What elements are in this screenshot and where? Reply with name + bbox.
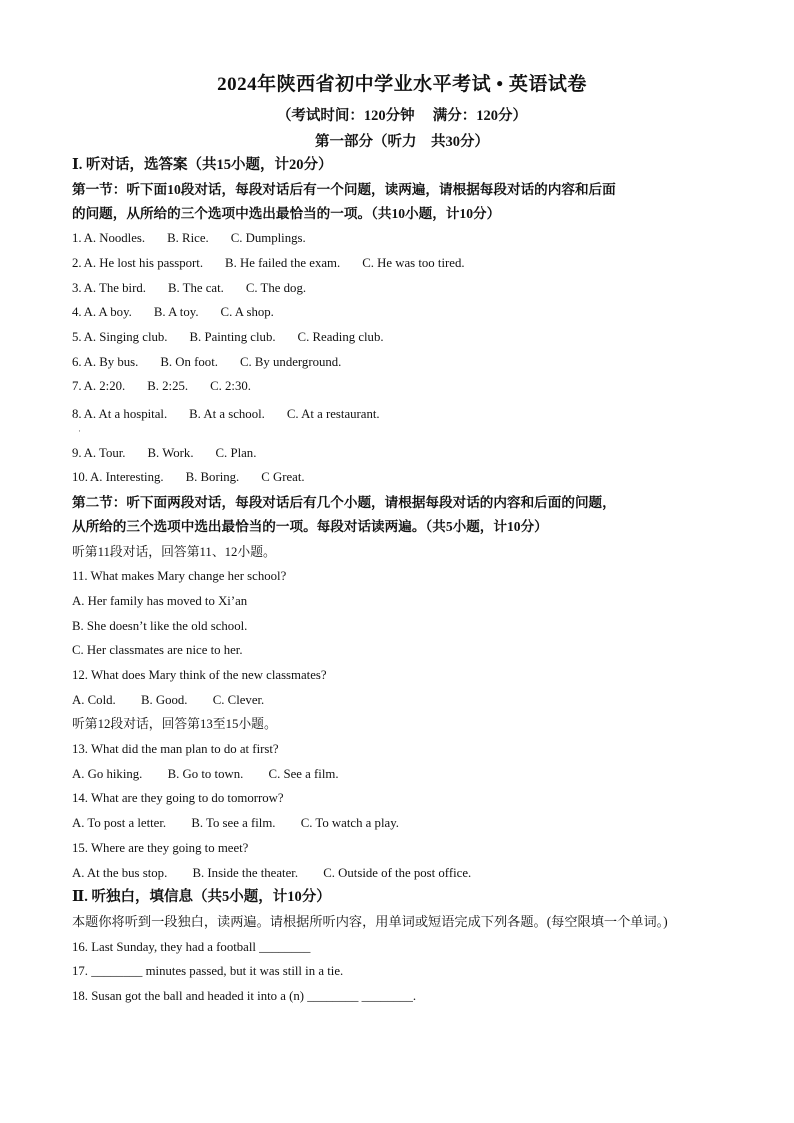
option: C. Plan. <box>215 446 257 460</box>
option: B. 2:25. <box>147 379 189 393</box>
dialog-intro: 听第12段对话，回答第13至15小题。 <box>72 717 277 731</box>
option: B. Rice. <box>167 231 209 245</box>
option: C. A shop. <box>220 305 274 319</box>
option: A. At a hospital. <box>83 407 168 421</box>
option: B. He failed the exam. <box>225 256 341 270</box>
option: B. Good. <box>140 693 188 707</box>
question-11-option-c: C. Her classmates are nice to her. <box>72 643 243 657</box>
option: A. A boy. <box>83 305 132 319</box>
question-11-option-b: B. She doesn’t like the old school. <box>72 619 248 633</box>
option: B. Painting club. <box>189 330 276 344</box>
option: A. Noodles. <box>83 231 146 245</box>
option: A. To post a letter. <box>72 816 167 830</box>
question-11: 11. What makes Mary change her school? <box>72 569 287 583</box>
question-12: 12. What does Mary think of the new classmates? <box>72 668 327 682</box>
option: C. Reading club. <box>297 330 384 344</box>
stray-mark: · <box>78 426 81 436</box>
question-11-option-a: A. Her family has moved to Xi’an <box>72 594 248 608</box>
option: A. He lost his passport. <box>83 256 204 270</box>
option: C. See a film. <box>268 767 339 781</box>
option: C. By underground. <box>239 355 342 369</box>
part-one-heading: 第一部分（听力 共30分） <box>315 134 489 150</box>
question-15-options <box>72 865 471 881</box>
dialog-intro: 听第11段对话，回答第11、12小题。 <box>72 545 276 559</box>
option: C. Outside of the post office. <box>323 866 472 880</box>
option: B. To see a film. <box>191 816 276 830</box>
section1-sub1-instruction: 的问题，从所给的三个选项中选出最恰当的一项。（共10小题，计10分） <box>72 206 501 221</box>
option: A. Interesting. <box>90 470 164 484</box>
question-number: 7. <box>72 379 82 393</box>
option: B. Go to town. <box>167 767 244 781</box>
section2-instruction: 本题你将听到一段独白，读两遍。请根据所听内容，用单词或短语完成下列各题。(每空限填一个单词。) <box>72 914 668 929</box>
section2-heading: Ⅱ. 听独白，填信息（共5小题，计10分） <box>72 889 331 905</box>
section1-sub2-instruction: 从所给的三个选项中选出最恰当的一项。每段对话读两遍。（共5小题，计10分） <box>72 519 548 534</box>
option: B. A toy. <box>153 305 199 319</box>
question-number: 4. <box>72 305 82 319</box>
question-number: 5. <box>72 330 82 344</box>
section1-sub1-instruction: 第一节：听下面10段对话，每段对话后有一个问题，读两遍，请根据每段对话的内容和后面 <box>72 182 616 197</box>
option: C. Dumplings. <box>230 231 306 245</box>
question-row <box>72 329 384 345</box>
option: A. The bird. <box>83 281 146 295</box>
option: B. The cat. <box>167 281 224 295</box>
option: C Great. <box>261 470 305 484</box>
option: B. Work. <box>147 446 194 460</box>
option: C. At a restaurant. <box>286 407 380 421</box>
question-14-options <box>72 815 399 831</box>
question-row <box>72 354 341 370</box>
option: A. At the bus stop. <box>72 866 168 880</box>
question-number: 2. <box>72 256 82 270</box>
question-number: 1. <box>72 231 82 245</box>
question-number: 6. <box>72 355 82 369</box>
option: C. Clever. <box>212 693 265 707</box>
option: B. At a school. <box>189 407 265 421</box>
question-number: 9. <box>72 446 82 460</box>
question-15: 15. Where are they going to meet? <box>72 841 249 855</box>
question-16: 16. Last Sunday, they had a football ________ <box>72 940 311 954</box>
question-row <box>72 406 380 422</box>
question-13-options <box>72 766 339 782</box>
option: B. Inside the theater. <box>192 866 299 880</box>
question-row <box>72 280 306 296</box>
question-18: 18. Susan got the ball and headed it into a (n) ________ ________. <box>72 989 417 1003</box>
exam-title: 2024年陕西省初中学业水平考试 • 英语试卷 <box>217 74 587 95</box>
question-number: 3. <box>72 281 82 295</box>
question-number: 8. <box>72 407 82 421</box>
option: B. Boring. <box>185 470 240 484</box>
question-row <box>72 445 256 461</box>
question-13: 13. What did the man plan to do at first? <box>72 742 279 756</box>
question-row <box>72 230 306 246</box>
question-12-options <box>72 692 264 708</box>
section1-heading: Ⅰ. 听对话，选答案（共15小题，计20分） <box>72 157 333 173</box>
option: A. By bus. <box>83 355 139 369</box>
option: A. Go hiking. <box>72 767 143 781</box>
question-row <box>72 469 305 485</box>
option: C. He was too tired. <box>362 256 465 270</box>
option: B. On foot. <box>160 355 218 369</box>
question-14: 14. What are they going to do tomorrow? <box>72 791 284 805</box>
question-17: 17. ________ minutes passed, but it was still in a tie. <box>72 964 344 978</box>
option: C. The dog. <box>245 281 307 295</box>
question-number: 10. <box>72 470 88 484</box>
option: A. 2:20. <box>83 379 126 393</box>
option: A. Tour. <box>83 446 126 460</box>
question-row <box>72 304 274 320</box>
question-row <box>72 255 465 271</box>
option: C. 2:30. <box>210 379 251 393</box>
section1-sub2-instruction: 第二节：听下面两段对话，每段对话后有几个小题，请根据每段对话的内容和后面的问题， <box>72 495 616 510</box>
option: A. Singing club. <box>83 330 168 344</box>
question-row <box>72 378 251 394</box>
option: C. To watch a play. <box>300 816 399 830</box>
option: A. Cold. <box>72 693 116 707</box>
exam-time-score: （考试时间：120分钟 满分：120分） <box>276 108 528 124</box>
